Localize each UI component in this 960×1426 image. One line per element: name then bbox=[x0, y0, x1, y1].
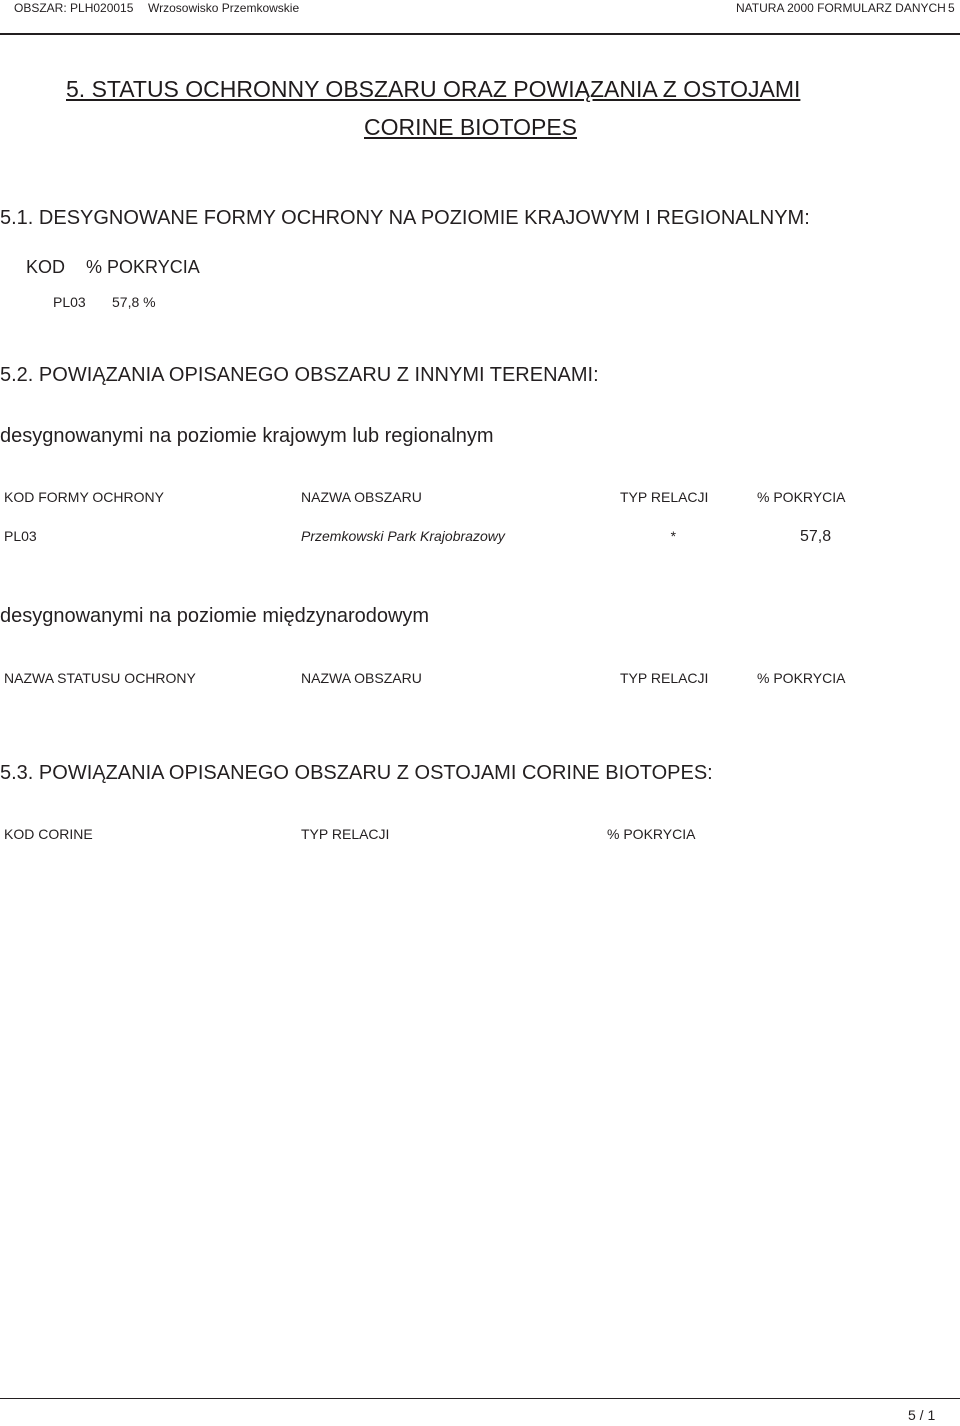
national-row-kod: PL03 bbox=[4, 528, 37, 544]
footer-page-of: 5 / 1 bbox=[908, 1407, 936, 1423]
national-row-pokrycia: 57,8 bbox=[800, 528, 832, 545]
national-subtitle: desygnowanymi na poziomie krajowym lub regionalnym bbox=[0, 425, 494, 447]
international-col-pokrycia: % POKRYCIA bbox=[757, 670, 846, 686]
col-pokrycia: % POKRYCIA bbox=[86, 257, 200, 277]
corine-col-kod: KOD CORINE bbox=[4, 826, 93, 842]
col-kod: KOD bbox=[26, 257, 66, 277]
section-title-line2: CORINE BIOTOPES bbox=[364, 114, 578, 140]
national-row-nazwa: Przemkowski Park Krajobrazowy bbox=[301, 528, 505, 544]
national-row-typ: * bbox=[670, 528, 676, 544]
international-subtitle: desygnowanymi na poziomie międzynarodowym bbox=[0, 605, 430, 627]
section-5-2-heading: 5.2. POWIĄZANIA OPISANEGO OBSZARU Z INNYMI TERENAMI: bbox=[0, 364, 599, 386]
corine-col-pokrycia: % POKRYCIA bbox=[607, 826, 696, 842]
section-5-1-heading: 5.1. DESYGNOWANE FORMY OCHRONY NA POZIOMIE KRAJOWYM I REGIONALNYM: bbox=[0, 207, 810, 229]
header-form-name: NATURA 2000 FORMULARZ DANYCH bbox=[736, 1, 946, 15]
international-col-typ: TYP RELACJI bbox=[620, 670, 709, 686]
row-kod: PL03 bbox=[53, 294, 86, 310]
corine-col-typ: TYP RELACJI bbox=[301, 826, 390, 842]
header-obszar: OBSZAR: PLH020015 bbox=[14, 1, 134, 15]
header-page-number: 5 bbox=[948, 1, 955, 15]
national-col-typ: TYP RELACJI bbox=[620, 489, 709, 505]
header-site-name: Wrzosowisko Przemkowskie bbox=[148, 1, 300, 15]
national-col-pokrycia: % POKRYCIA bbox=[757, 489, 846, 505]
national-col-nazwa: NAZWA OBSZARU bbox=[301, 489, 422, 505]
footer-rule bbox=[0, 1398, 960, 1399]
row-pokrycia: 57,8 % bbox=[112, 294, 156, 310]
section-5-3-heading: 5.3. POWIĄZANIA OPISANEGO OBSZARU Z OSTOJAMI CORINE BIOTOPES: bbox=[0, 762, 713, 784]
international-col-status: NAZWA STATUSU OCHRONY bbox=[4, 670, 196, 686]
national-col-kod: KOD FORMY OCHRONY bbox=[4, 489, 164, 505]
header-rule bbox=[0, 33, 960, 35]
section-title-line1: 5. STATUS OCHRONNY OBSZARU ORAZ POWIĄZANIA Z OSTOJAMI bbox=[66, 76, 801, 102]
international-col-nazwa: NAZWA OBSZARU bbox=[301, 670, 422, 686]
